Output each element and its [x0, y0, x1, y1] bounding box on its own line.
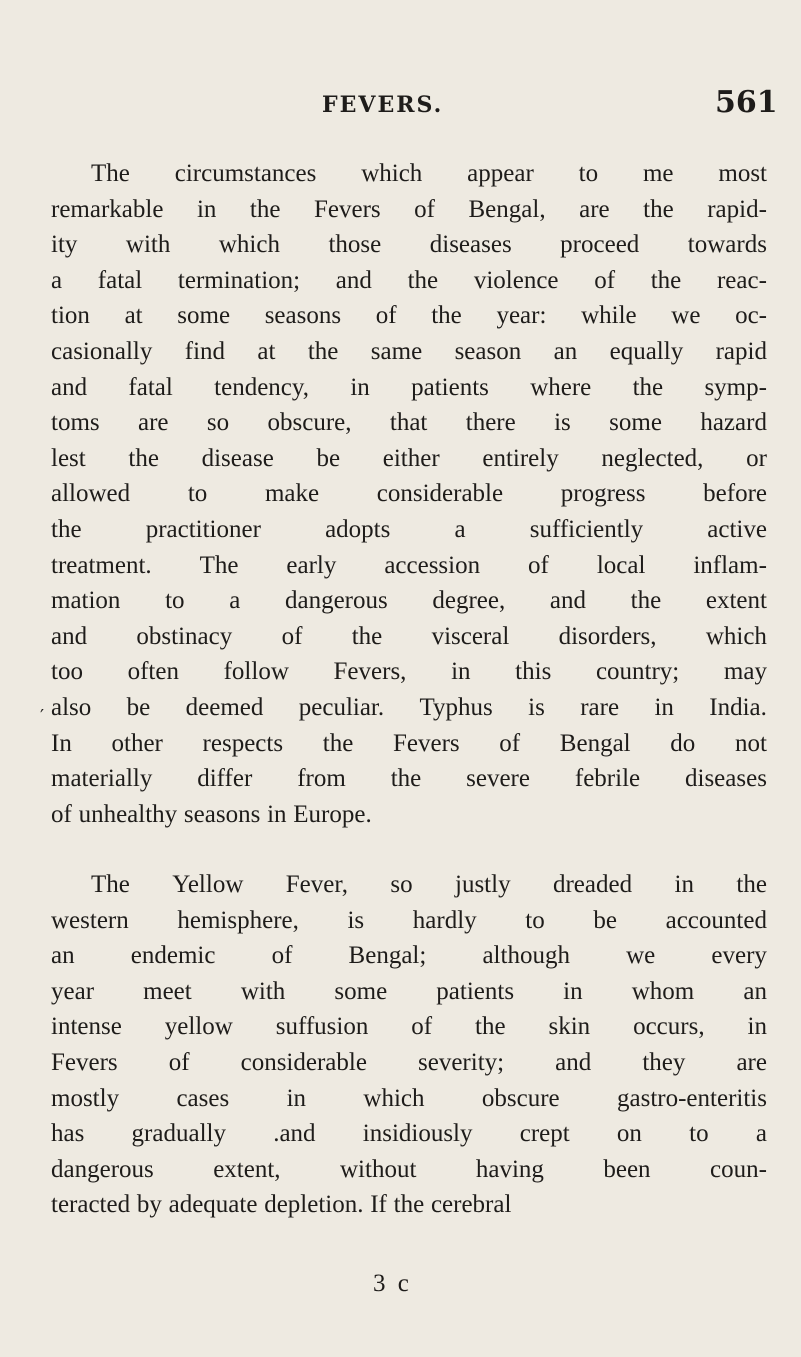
- word: a: [755, 1120, 767, 1148]
- text-line: [51, 938, 767, 974]
- word: cerebral: [430, 1191, 512, 1219]
- word: some: [177, 302, 231, 330]
- word: may: [723, 658, 767, 686]
- word: rare: [580, 693, 620, 721]
- word: in: [563, 977, 583, 1005]
- word: Fever,: [285, 871, 348, 898]
- text-line: [51, 583, 767, 619]
- word: lest: [51, 444, 86, 472]
- word: inflam-: [693, 551, 767, 579]
- word: at: [124, 302, 143, 330]
- word: dangerous: [51, 1155, 154, 1183]
- word: endemic: [130, 942, 216, 970]
- word: cases: [176, 1084, 230, 1112]
- text-line: [51, 156, 767, 192]
- word: .and: [273, 1120, 316, 1148]
- word: not: [734, 729, 767, 757]
- word: whom: [631, 977, 695, 1005]
- word: too: [51, 658, 83, 686]
- word: allowed: [51, 480, 131, 508]
- word: extent,: [213, 1155, 281, 1183]
- text-line: [51, 619, 767, 655]
- word: the: [128, 444, 159, 472]
- word: treatment.: [51, 551, 152, 579]
- word: rapid: [715, 337, 767, 365]
- word: to: [525, 906, 545, 934]
- word: make: [264, 480, 320, 508]
- text-line: [51, 1081, 767, 1117]
- word: violence: [473, 266, 559, 294]
- running-head: [0, 85, 801, 128]
- word: gradually: [131, 1120, 226, 1148]
- word: intense: [51, 1013, 122, 1041]
- word: Typhus: [419, 693, 493, 721]
- text-line: [51, 370, 767, 406]
- word: progress: [560, 480, 646, 508]
- word: be: [126, 693, 151, 721]
- word: teracted: [51, 1191, 131, 1219]
- word: adopts: [325, 515, 391, 543]
- word: of: [414, 195, 435, 223]
- word: every: [711, 942, 767, 970]
- word: Fevers: [392, 729, 460, 757]
- signature-mark: 3 c: [373, 1270, 412, 1297]
- word: diseases: [429, 231, 512, 259]
- word: or: [746, 444, 767, 472]
- word: at: [257, 337, 276, 365]
- word: which: [705, 622, 767, 650]
- text-line: [51, 974, 767, 1010]
- word: tendency,: [214, 373, 310, 401]
- word: rapid-: [707, 195, 767, 223]
- word: so: [390, 871, 413, 898]
- word: hazard: [700, 409, 767, 437]
- word: gastro-enteritis: [617, 1084, 767, 1112]
- running-head-title: FEVERS.: [322, 92, 444, 118]
- word: towards: [687, 231, 767, 259]
- word: in: [654, 693, 674, 721]
- text-line: [51, 726, 767, 762]
- word: degree,: [432, 587, 506, 615]
- word: unhealthy: [78, 800, 178, 828]
- word: In: [51, 729, 72, 757]
- word: dangerous: [284, 587, 388, 615]
- word: termination;: [177, 266, 301, 294]
- word: local: [596, 551, 646, 579]
- word: and: [51, 373, 88, 401]
- text-line: [51, 867, 767, 903]
- word: toms: [51, 409, 100, 437]
- word: considerable: [240, 1048, 367, 1076]
- word: the: [431, 302, 462, 330]
- word: in: [747, 1013, 767, 1041]
- word: yellow: [164, 1013, 233, 1041]
- word: the: [307, 337, 339, 365]
- word: some: [334, 977, 388, 1005]
- word: season: [454, 337, 522, 365]
- word: having: [475, 1155, 544, 1183]
- word: appear: [467, 160, 534, 187]
- word: differ: [197, 765, 253, 793]
- word: insidiously: [362, 1120, 473, 1148]
- word: before: [703, 480, 767, 508]
- word: materially: [51, 765, 153, 793]
- word: febrile: [574, 765, 641, 793]
- text-line: [51, 1116, 767, 1152]
- word: while: [581, 302, 637, 330]
- word: disease: [201, 444, 274, 472]
- word: visceral: [431, 622, 510, 650]
- word: are: [736, 1048, 767, 1076]
- word: the: [249, 195, 281, 223]
- word: suffusion: [275, 1013, 369, 1041]
- word: oc-: [735, 302, 767, 330]
- word: although: [482, 942, 570, 970]
- word: accession: [384, 551, 481, 579]
- word: the: [475, 1013, 506, 1041]
- word: early: [286, 551, 337, 579]
- word: do: [670, 729, 696, 757]
- word: has: [51, 1120, 85, 1148]
- word: of: [528, 551, 549, 579]
- text-line: [51, 1152, 767, 1188]
- word: dreaded: [552, 871, 633, 898]
- text-line: [51, 263, 767, 299]
- word: The: [91, 871, 130, 898]
- word: Yellow: [172, 871, 244, 898]
- word: we: [671, 302, 701, 330]
- word: to: [165, 587, 185, 615]
- word: of: [281, 622, 303, 650]
- word: been: [603, 1155, 651, 1183]
- word: in: [286, 1084, 307, 1112]
- word: and: [51, 622, 88, 650]
- word: from: [297, 765, 346, 793]
- word: in: [674, 871, 694, 898]
- word: a: [454, 515, 466, 543]
- word: the: [390, 765, 422, 793]
- word: Bengal;: [348, 942, 427, 970]
- word: the: [393, 1191, 425, 1219]
- word: the: [736, 871, 767, 898]
- word: they: [642, 1048, 686, 1076]
- word: are: [579, 195, 610, 223]
- word: of: [168, 1048, 190, 1076]
- word: hardly: [412, 906, 477, 934]
- word: extent: [705, 587, 767, 615]
- word: disorders,: [558, 622, 657, 650]
- word: India.: [709, 693, 767, 721]
- word: in: [267, 800, 287, 828]
- word: adequate: [168, 1191, 258, 1219]
- word: hemisphere,: [177, 906, 299, 934]
- word: coun-: [710, 1155, 767, 1183]
- word: to: [578, 160, 599, 187]
- text-line: [51, 797, 767, 833]
- text-line: [51, 192, 767, 228]
- word: is: [347, 906, 365, 934]
- word: a: [51, 266, 63, 294]
- word: an: [743, 977, 767, 1005]
- word: meet: [143, 977, 192, 1005]
- word: the: [322, 729, 354, 757]
- word: find: [184, 337, 226, 365]
- word: by: [136, 1191, 162, 1219]
- text-line: [51, 476, 767, 512]
- word: in: [350, 373, 370, 401]
- word: The: [199, 551, 239, 579]
- word: are: [138, 409, 169, 437]
- word: country;: [595, 658, 680, 686]
- text-line: [51, 690, 767, 726]
- word: of: [499, 729, 521, 757]
- word: the: [650, 266, 682, 294]
- word: to: [187, 480, 208, 508]
- word: without: [340, 1155, 417, 1183]
- word: and: [335, 266, 372, 294]
- word: and: [549, 587, 587, 615]
- word: Fevers: [313, 195, 381, 223]
- word: peculiar.: [298, 693, 385, 721]
- word: of: [271, 942, 293, 970]
- word: remarkable: [51, 195, 164, 223]
- word: of: [411, 1013, 433, 1041]
- word: proceed: [560, 231, 640, 259]
- word: Fevers,: [333, 658, 407, 686]
- word: be: [593, 906, 617, 934]
- text-line: [51, 1009, 767, 1045]
- word: tion: [51, 302, 90, 330]
- word: on: [616, 1120, 642, 1148]
- word: an: [553, 337, 578, 365]
- word: active: [707, 515, 767, 543]
- text-line: [51, 227, 767, 263]
- word: which: [363, 1084, 425, 1112]
- word: mation: [51, 587, 121, 615]
- word: ity: [51, 231, 78, 259]
- word: in: [451, 658, 471, 686]
- word: we: [626, 942, 656, 970]
- text-line: [51, 405, 767, 441]
- word: is: [554, 409, 571, 437]
- word: equally: [609, 337, 684, 365]
- word: Bengal,: [468, 195, 546, 223]
- word: that: [389, 409, 428, 437]
- text-line: [51, 512, 767, 548]
- word: often: [127, 658, 179, 686]
- word: patients: [436, 977, 515, 1005]
- word: year:: [496, 302, 547, 330]
- word: follow: [223, 658, 289, 686]
- word: the: [51, 515, 82, 543]
- word: of: [594, 266, 616, 294]
- word: skin: [548, 1013, 591, 1041]
- word: justly: [455, 871, 511, 898]
- text-line: [51, 298, 767, 334]
- word: fatal: [128, 373, 173, 401]
- word: be: [316, 444, 341, 472]
- word: most: [718, 160, 767, 187]
- word: severity;: [418, 1048, 505, 1076]
- word: the: [630, 587, 662, 615]
- text-line: [51, 548, 767, 584]
- word: circumstances: [174, 160, 317, 187]
- page-number: 561: [715, 85, 778, 120]
- word: crept: [519, 1120, 570, 1148]
- word: practitioner: [145, 515, 261, 543]
- word: If: [370, 1191, 387, 1219]
- word: seasons: [183, 800, 261, 828]
- word: respects: [202, 729, 284, 757]
- word: Fevers: [51, 1048, 118, 1076]
- word: with: [125, 231, 171, 259]
- word: to: [689, 1120, 709, 1148]
- word: Europe.: [293, 800, 372, 828]
- word: so: [206, 409, 230, 437]
- text-line: [51, 761, 767, 797]
- text-line: [51, 441, 767, 477]
- word: year: [51, 977, 95, 1005]
- word: sufficiently: [529, 515, 644, 543]
- text-line: [51, 903, 767, 939]
- word: obscure: [481, 1084, 560, 1112]
- word: other: [111, 729, 163, 757]
- word: The: [91, 160, 130, 187]
- word: fatal: [97, 266, 143, 294]
- text-line: [51, 334, 767, 370]
- word: an: [51, 942, 75, 970]
- word: entirely: [482, 444, 559, 472]
- word: and: [555, 1048, 592, 1076]
- word: casionally: [51, 337, 153, 365]
- word: either: [382, 444, 440, 472]
- word: reac-: [716, 266, 767, 294]
- word: there: [465, 409, 516, 437]
- word: obscure,: [267, 409, 352, 437]
- word: severe: [466, 765, 530, 793]
- word: patients: [411, 373, 489, 401]
- paragraph-circumstances: [51, 156, 767, 832]
- word: this: [515, 658, 552, 686]
- word: of: [375, 302, 397, 330]
- word: diseases: [685, 765, 767, 793]
- word: where: [530, 373, 592, 401]
- word: those: [328, 231, 382, 259]
- word: the: [407, 266, 439, 294]
- word: neglected,: [601, 444, 704, 472]
- word: considerable: [376, 480, 504, 508]
- word: depletion.: [264, 1191, 364, 1219]
- word: accounted: [665, 906, 767, 934]
- margin-mark: ′: [40, 706, 45, 727]
- paragraph-yellow-fever: [51, 867, 767, 1223]
- word: which: [361, 160, 423, 187]
- word: obstinacy: [136, 622, 233, 650]
- word: is: [528, 693, 545, 721]
- text-line: [51, 654, 767, 690]
- word: of: [51, 800, 72, 828]
- word: also: [51, 693, 92, 721]
- word: with: [240, 977, 286, 1005]
- word: Bengal: [559, 729, 631, 757]
- word: a: [229, 587, 241, 615]
- word: in: [196, 195, 217, 223]
- word: the: [643, 195, 674, 223]
- word: same: [370, 337, 423, 365]
- word: deemed: [185, 693, 264, 721]
- word: seasons: [264, 302, 342, 330]
- word: symp-: [704, 373, 767, 401]
- text-line: [51, 1045, 767, 1081]
- word: mostly: [51, 1084, 120, 1112]
- word: the: [351, 622, 383, 650]
- word: western: [51, 906, 129, 934]
- word: me: [642, 160, 674, 187]
- word: occurs,: [633, 1013, 705, 1041]
- text-line: [51, 1187, 767, 1223]
- word: the: [632, 373, 664, 401]
- word: which: [218, 231, 280, 259]
- word: some: [609, 409, 662, 437]
